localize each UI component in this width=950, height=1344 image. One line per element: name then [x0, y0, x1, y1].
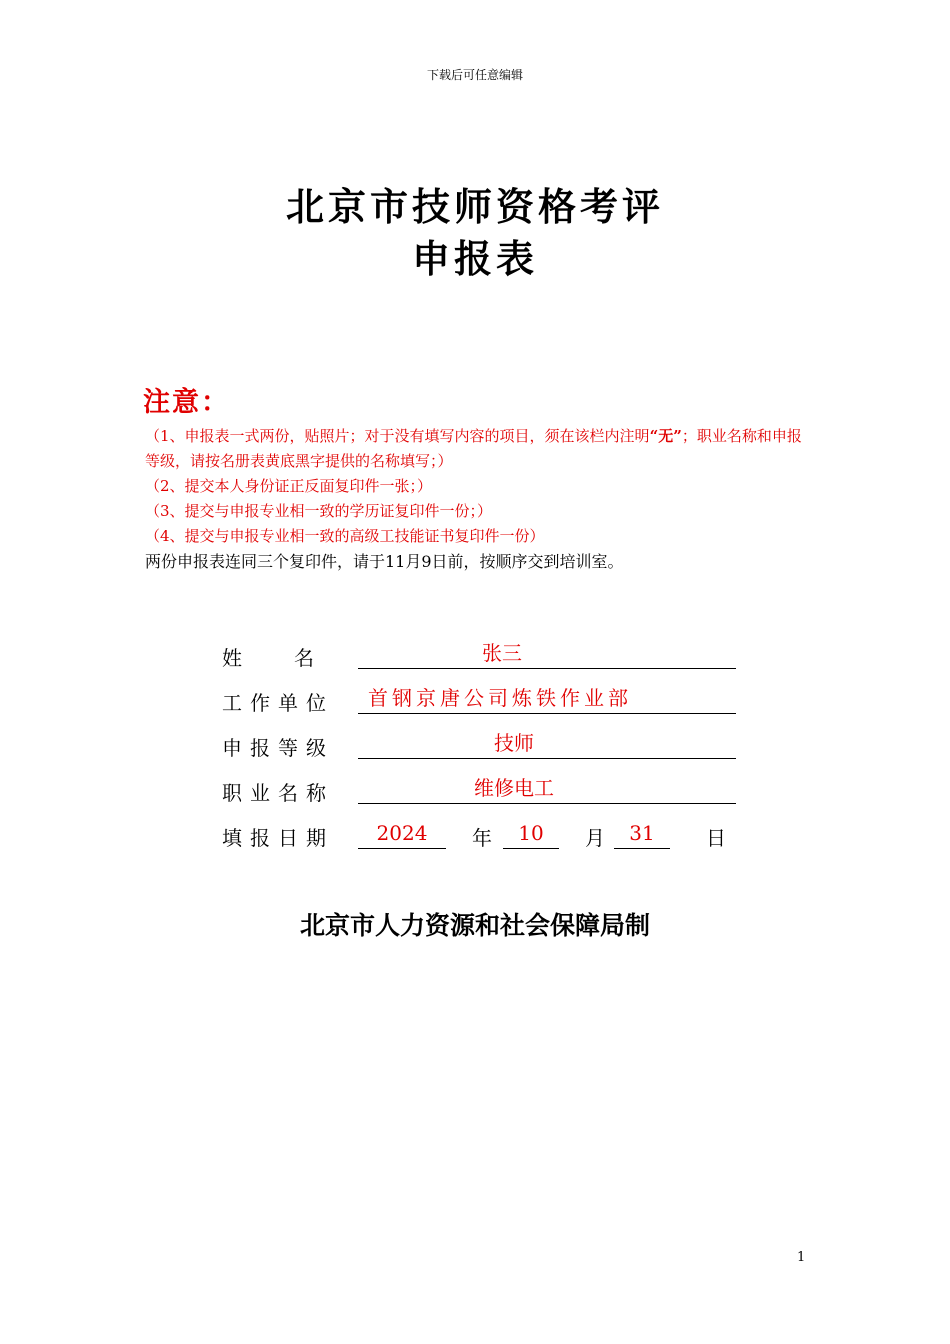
day-unit: 日	[706, 826, 726, 850]
notice-item-3: （3、提交与申报专业相一致的学历证复印件一份；）	[145, 502, 493, 520]
name-field[interactable]	[358, 640, 736, 669]
job-title-label: 职业名称	[222, 781, 334, 805]
notice-summary: 两份申报表连同三个复印件，请于11月9日前，按顺序交到培训室。	[145, 552, 624, 571]
fill-date-label: 填报日期	[222, 826, 334, 850]
apply-level-field[interactable]	[358, 730, 736, 759]
notice-item-4: （4、提交与申报专业相一致的高级工技能证书复印件一份）	[145, 527, 545, 545]
page-number: 1	[797, 1250, 806, 1265]
notice-item-1	[145, 424, 810, 474]
name-label: 姓名	[222, 646, 366, 670]
notice-item-1-emphasis: “无”	[649, 427, 682, 445]
issuing-organization: 北京市人力资源和社会保障局制	[299, 911, 650, 940]
year-field[interactable]: 2024	[358, 820, 446, 849]
job-title-field[interactable]	[358, 775, 736, 804]
month-unit: 月	[585, 826, 605, 850]
notice-list	[145, 424, 810, 574]
apply-level-value: 技师	[494, 731, 534, 755]
apply-level-label: 申报等级	[222, 736, 334, 760]
year-unit: 年	[472, 826, 492, 850]
document-title-line1: 北京市技师资格考评	[285, 185, 664, 229]
job-title-value: 维修电工	[474, 776, 554, 800]
document-title-line2: 申报表	[411, 237, 538, 281]
day-field[interactable]: 31	[614, 820, 670, 849]
notice-item-2: （2、提交本人身份证正反面复印件一张；）	[145, 477, 433, 495]
notice-item-1-text-a: （1、申报表一式两份，贴照片；对于没有填写内容的项目，须在该栏内注明	[145, 427, 650, 445]
month-field[interactable]: 10	[503, 820, 559, 849]
name-value: 张三	[482, 641, 522, 665]
notice-heading: 注意：	[143, 387, 230, 418]
notice-item-1-text-b: ；职业名称和申报等级，请按名册表黄底黑字提供的名称填写；）	[145, 427, 802, 470]
work-unit-label: 工作单位	[222, 691, 334, 715]
header-note: 下载后可任意编辑	[426, 68, 523, 82]
work-unit-value: 首钢京唐公司炼铁作业部	[368, 686, 632, 710]
work-unit-field[interactable]	[358, 685, 736, 714]
